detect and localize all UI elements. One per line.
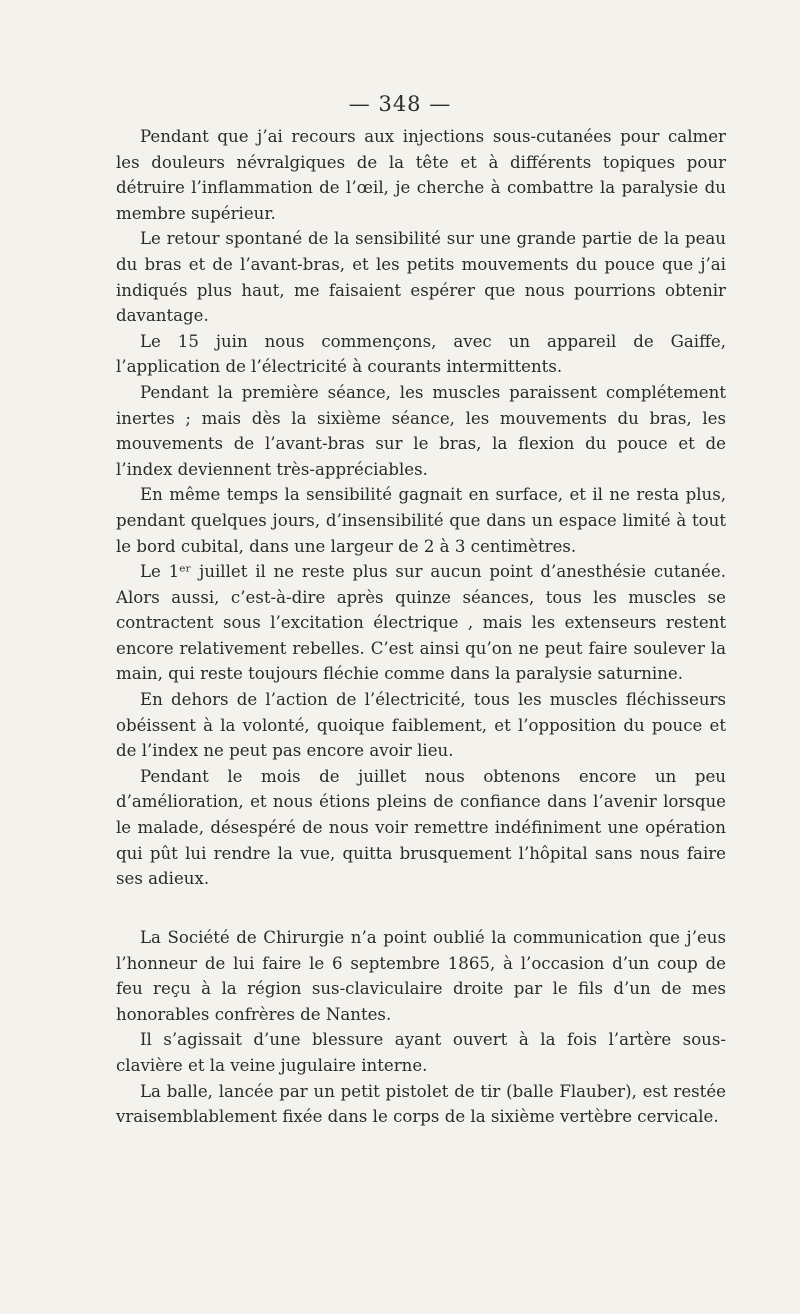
paragraph: En dehors de l’action de l’électricité, tous les muscles fléchisseurs obéissent à la volonté, quoique faiblement, et l’opposition du pouce et de l’index ne peut pas encore avoir lieu. (116, 690, 726, 761)
paragraph: Le 1ᵉʳ juillet il ne reste plus sur aucun point d’anesthésie cutanée. Alors aussi, c’est-à-dire après quinze séances, tous les muscles se contractent sous l’excitation électrique , mais les extenseurs restent encore relativement rebelles. C’est ainsi qu’on ne peut faire soulever la main, qui reste toujours fléchie comme dans la paralysie saturnine. (116, 562, 726, 684)
paragraph: Le retour spontané de la sensibilité sur une grande partie de la peau du bras et de l’avant-bras, et les petits mouvements du pouce que j’ai indiqués plus haut, me faisaient espérer que nous pourrions obtenir davantage. (116, 229, 726, 326)
paragraph: Il s’agissait d’une blessure ayant ouvert à la fois l’artère sous-clavière et la veine jugulaire interne. (116, 1030, 726, 1075)
text-block-case-report (116, 124, 726, 892)
paragraph: En même temps la sensibilité gagnait en surface, et il ne resta plus, pendant quelques jours, d’insensibilité que dans un espace limité à tout le bord cubital, dans une largeur de 2 à 3 centimètres. (116, 485, 726, 556)
text-block-second-case (116, 925, 726, 1130)
paragraph: Le 15 juin nous commençons, avec un appareil de Gaiffe, l’application de l’électricité à courants intermittents. (116, 331, 726, 377)
page-number: — 348 — (348, 92, 452, 116)
paragraph: La Société de Chirurgie n’a point oublié la communication que j’eus l’honneur de lui faire le 6 septembre 1865, à l’occasion d’un coup de feu reçu à la région sus-claviculaire droite par le fils d’un de mes honorables confrères de Nantes. (116, 928, 726, 1024)
paragraph: La balle, lancée par un petit pistolet de tir (balle Flauber), est restée vraisemblablement fixée dans le corps de la sixième vertèbre cervicale. (116, 1081, 726, 1127)
paragraph: Pendant que j’ai recours aux injections sous-cutanées pour calmer les douleurs névralgiques de la tête et à différents topiques pour détruire l’inflammation de l’œil, je cherche à combattre la paralysie du membre supérieur. (116, 127, 726, 223)
paragraph: Pendant le mois de juillet nous obtenons encore un peu d’amélioration, et nous étions pleins de confiance dans l’avenir lorsque le malade, désespéré de nous voir remettre indéfiniment une opération qui pût lui rendre la vue, quitta brusquement l’hôpital sans nous faire ses adieux. (116, 766, 726, 889)
paragraph: Pendant la première séance, les muscles paraissent complétement inertes ; mais dès la sixième séance, les mouvements du bras, les mouvements de l’avant-bras sur le bras, la flexion du pouce et de l’index deviennent très-appréciables. (116, 382, 726, 479)
